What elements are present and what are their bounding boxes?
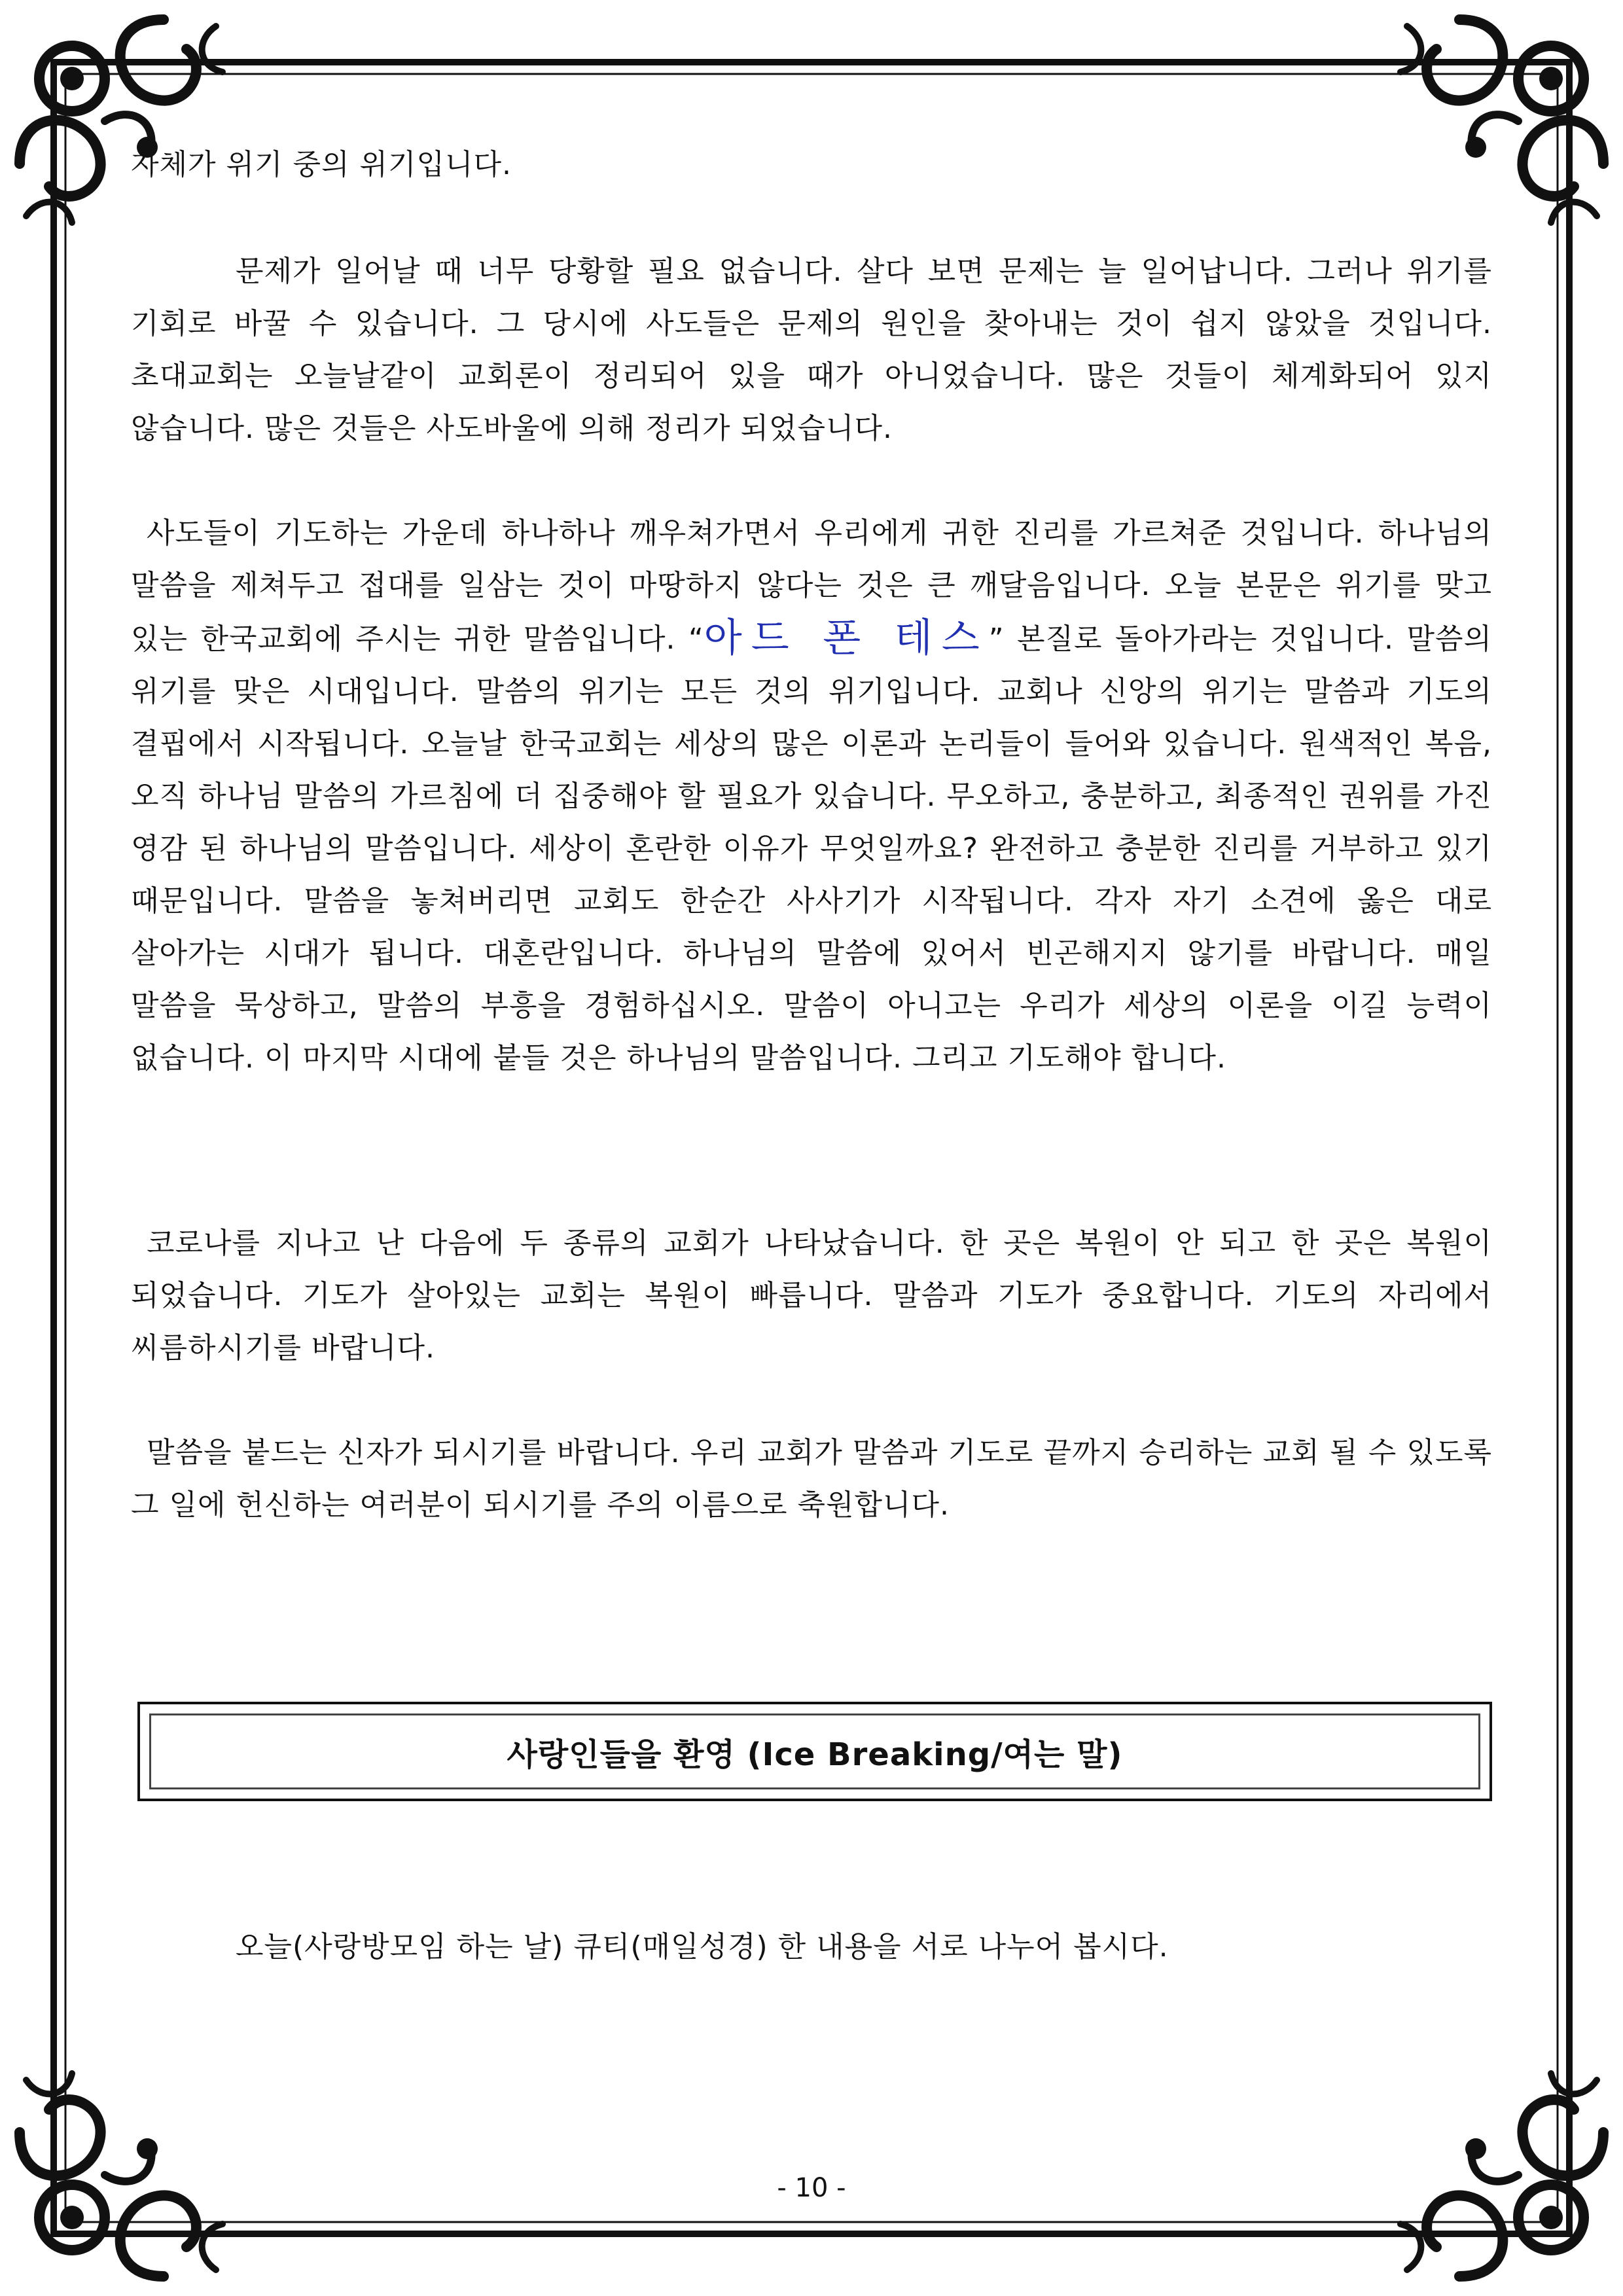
paragraph-3: 코로나를 지나고 난 다음에 두 종류의 교회가 나타났습니다. 한 곳은 복원이 안 되고 한 곳은 복원이 되었습니다. 기도가 살아있는 교회는 복원이 빠릅니다. 말씀과 기도가 중요합니다. 기도의 자리에서 씨름하시기를 바랍니다. bbox=[131, 1227, 1492, 1365]
paragraph-1: 문제가 일어날 때 너무 당황할 필요 없습니다. 살다 보면 문제는 늘 일어납니다. 그러나 위기를 기회로 바꿀 수 있습니다. 그 당시에 사도들은 문제의 원인을 찾아내는 것이 쉽지 않았을 것입니다. 초대교회는 오늘날같이 교회론이 정리되어 있을 때가 아니었습니다. 많은 것들이 체계화되어 있지 않습니다. 많은 것들은 사도바울에 의해 정리가 되었습니다. bbox=[131, 255, 1492, 445]
body-text-paragraph-2 bbox=[131, 507, 1492, 1085]
body-text-paragraph-4 bbox=[131, 1427, 1492, 1532]
paragraph-2-part-b: ” 본질로 돌아가라는 것입니다. 말씀의 위기를 맞은 시대입니다. 말씀의 위기는 모든 것의 위기입니다. 교회나 신앙의 위기는 말씀과 기도의 결핍에서 시작됩니다. 오늘날 한국교회는 세상의 많은 이론과 논리들이 들어와 있습니다. 원색적인 복음, 오직 하나님 말씀의 가르침에 더 집중해야 할 필요가 있습니다. 무오하고, 충분하고, 최종적인 권위를 가진 영감 된 하나님의 말씀입니다. 세상이 혼란한 이유가 무엇일까요? 완전하고 충분한 진리를 거부하고 있기 때문입니다. 말씀을 놓쳐버리면 교회도 한순간 사사기가 시작됩니다. 각자 자기 소견에 옳은 대로 살아가는 시대가 됩니다. 대혼란입니다. 하나님의 말씀에 있어서 빈곤해지지 않기를 바랍니다. 매일 말씀을 묵상하고, 말씀의 부흥을 경험하십시오. 말씀이 아니고는 우리가 세상의 이론을 이길 능력이 없습니다. 이 마지막 시대에 붙들 것은 하나님의 말씀입니다. 그리고 기도해야 합니다. bbox=[131, 622, 1492, 1075]
text-line-intro: 자체가 위기 중의 위기입니다. bbox=[131, 148, 512, 181]
paragraph-2 bbox=[131, 507, 1492, 1085]
section-heading-title: 사랑인들을 환영 (Ice Breaking/여는 말) bbox=[149, 1713, 1480, 1789]
section-text: 오늘(사랑방모임 하는 날) 큐티(매일성경) 한 내용을 서로 나누어 봅시다. bbox=[236, 1930, 1169, 1964]
body-text-top bbox=[131, 139, 1492, 191]
section-heading-box bbox=[137, 1702, 1492, 1801]
paragraph-4: 말씀을 붙드는 신자가 되시기를 바랍니다. 우리 교회가 말씀과 기도로 끝까지 승리하는 교회 될 수 있도록 그 일에 헌신하는 여러분이 되시기를 주의 이름으로 축원합니다. bbox=[131, 1436, 1492, 1522]
paragraph-2-part-a: 사도들이 기도하는 가운데 하나하나 깨우쳐가면서 우리에게 귀한 진리를 가르쳐준 것입니다. 하나님의 말씀을 제쳐두고 접대를 일삼는 것이 마땅하지 않다는 것은 큰 깨달음입니다. 오늘 본문은 위기를 맞고 있는 한국교회에 주시는 귀한 말씀입니다. “ bbox=[131, 516, 1492, 656]
body-text-section bbox=[131, 1921, 1492, 1973]
emphasis-ad-fontes: 아드 폰 테스 bbox=[704, 615, 989, 661]
page-number: - 10 - bbox=[777, 2173, 846, 2203]
body-text-paragraph-1 bbox=[131, 245, 1492, 455]
body-text-paragraph-3 bbox=[131, 1217, 1492, 1374]
